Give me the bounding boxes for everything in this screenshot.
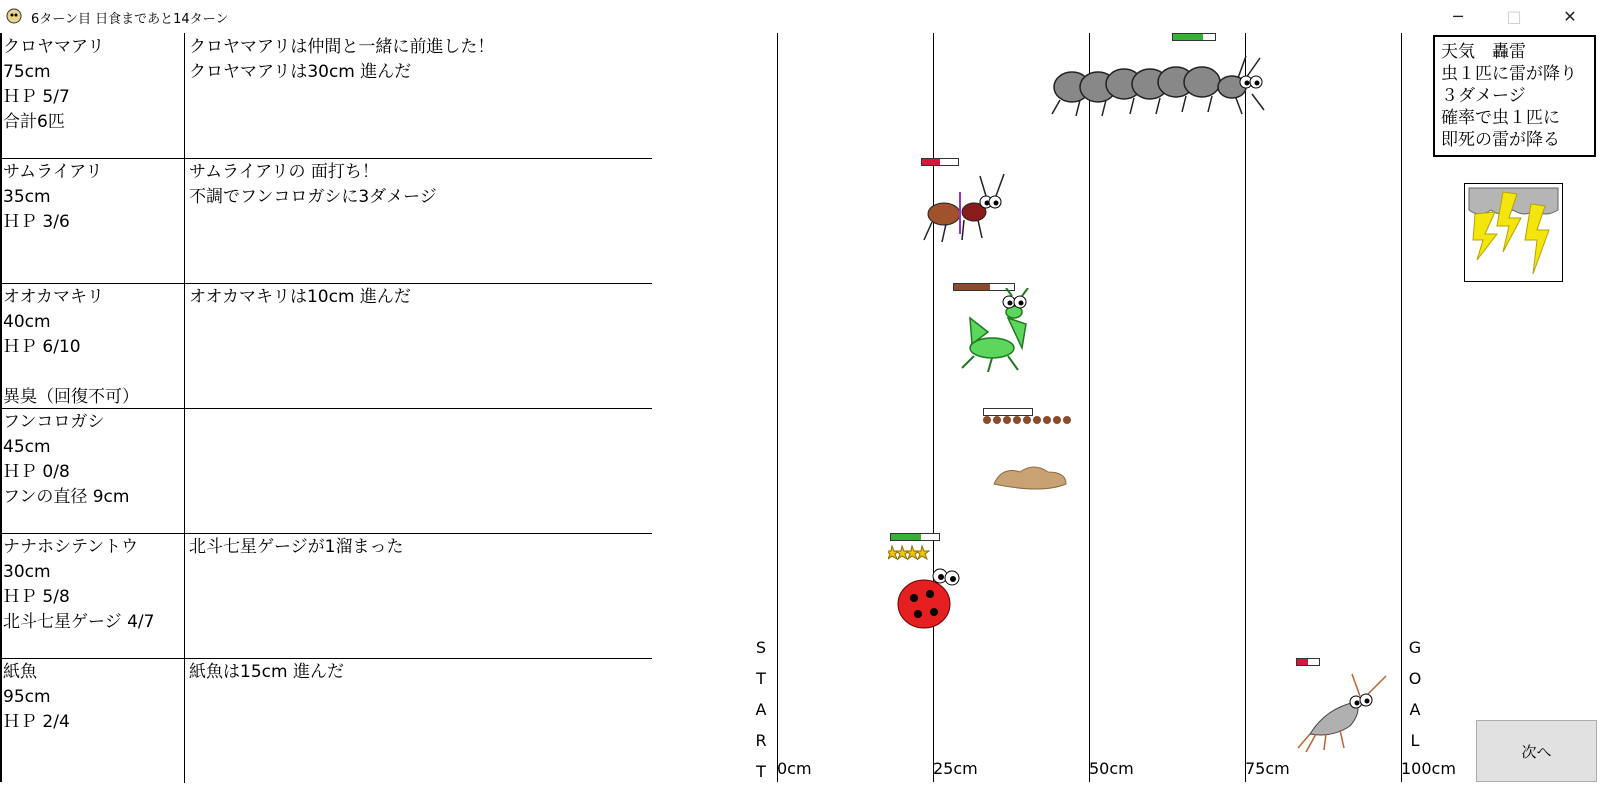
insect-name: フンコロガシ [3, 412, 105, 432]
insect-log [189, 535, 403, 560]
hp-bar-0 [1172, 33, 1216, 41]
insect-info [0, 33, 185, 158]
app-icon [6, 8, 22, 24]
start-letter: R [755, 731, 767, 750]
lane-line-50 [1089, 33, 1090, 782]
tick-label: 25cm [933, 759, 978, 778]
insect-info [0, 158, 185, 283]
insect-hp: ＨＰ 0/8 [3, 462, 70, 482]
insect-info [0, 408, 185, 533]
insect-name: 紙魚 [3, 662, 37, 682]
close-button[interactable]: ✕ [1563, 7, 1577, 26]
goal-letter: A [1409, 700, 1421, 719]
insect-name: オオカマキリ [3, 287, 104, 307]
insect-distance: 30cm [3, 562, 51, 582]
dung-beetle-icon [982, 414, 1074, 502]
tick-label: 75cm [1245, 759, 1290, 778]
spacer [3, 360, 184, 385]
next-button[interactable]: 次へ [1476, 720, 1597, 782]
title-bar [0, 0, 1602, 33]
insect-distance: 35cm [3, 187, 51, 207]
weather-desc: 確率で虫１匹に [1441, 108, 1560, 128]
weather-desc: 虫１匹に雷が降り [1441, 64, 1577, 84]
insect-extra: 北斗七星ゲージ 4/7 [3, 612, 155, 632]
start-letter: A [755, 700, 767, 719]
insect-row-1 [0, 158, 652, 284]
insect-extra: 合計6匹 [3, 112, 65, 132]
start-label [751, 632, 771, 787]
insect-info [0, 658, 185, 783]
weather-desc: ３ダメージ [1441, 86, 1526, 106]
insect-hp: ＨＰ 6/10 [3, 337, 81, 357]
tick-label: 0cm [777, 759, 812, 778]
weather-panel [1433, 35, 1596, 157]
insect-info [0, 533, 185, 658]
insect-hp: ＨＰ 5/8 [3, 587, 70, 607]
log-line: クロヤマアリは仲間と一緒に前進した！ [189, 37, 495, 57]
insect-distance: 95cm [3, 687, 51, 707]
insect-hp: ＨＰ 2/4 [3, 712, 70, 732]
insect-log [189, 35, 494, 85]
lane-line-75 [1245, 33, 1246, 782]
hp-fill [1297, 659, 1308, 665]
insect-row-2 [0, 283, 652, 409]
log-line: クロヤマアリは30cm 進んだ [189, 62, 412, 82]
goal-letter: L [1410, 731, 1420, 750]
goal-letter: O [1408, 669, 1422, 688]
insect-log [189, 160, 437, 210]
insect-log [189, 660, 344, 685]
log-line: オオカマキリは10cm 進んだ [189, 287, 411, 307]
log-line: 不調でフンコロガシに3ダメージ [189, 187, 437, 207]
insect-name: ナナホシテントウ [3, 537, 139, 557]
insect-hp: ＨＰ 3/6 [3, 212, 70, 232]
maximize-button[interactable]: □ [1506, 7, 1522, 26]
tick-label: 50cm [1089, 759, 1134, 778]
hp-bar-1 [921, 158, 959, 166]
start-letter: T [756, 669, 766, 688]
insect-name: クロヤマアリ [3, 37, 105, 57]
insect-row-3 [0, 408, 652, 534]
goal-letter: G [1408, 638, 1422, 657]
lane-line-25 [933, 33, 934, 782]
start-letter: S [755, 638, 767, 657]
window-title: 6ターン目 日食まであと14ターン [31, 12, 229, 27]
hp-bar-5 [1296, 658, 1320, 666]
start-letter: T [756, 762, 766, 781]
insect-hp: ＨＰ 5/7 [3, 87, 70, 107]
insect-row-0 [0, 33, 652, 159]
insect-row-5 [0, 658, 652, 783]
insect-status: 異臭（回復不可） [3, 387, 139, 407]
weather-title: 天気 轟雷 [1441, 42, 1526, 62]
ant-icon [1050, 42, 1272, 132]
mantis-icon [952, 288, 1048, 378]
insect-distance: 45cm [3, 437, 51, 457]
weather-desc: 即死の雷が降る [1441, 130, 1560, 150]
goal-label [1405, 632, 1425, 756]
lane-line-0 [777, 33, 778, 782]
silverfish-icon [1296, 668, 1388, 752]
insect-log [189, 285, 411, 310]
log-line: 紙魚は15cm 進んだ [189, 662, 344, 682]
hp-bar-4 [890, 533, 940, 541]
tick-label: 100cm [1401, 759, 1456, 778]
minimize-button[interactable]: ─ [1453, 7, 1463, 26]
storm-image [1464, 183, 1563, 282]
hp-fill [1173, 34, 1203, 40]
insect-name: サムライアリ [3, 162, 103, 182]
ladybug-icon [888, 542, 970, 632]
status-panel [0, 33, 652, 782]
lane-line-100 [1401, 33, 1402, 782]
storm-cloud-icon [1465, 184, 1562, 281]
log-line: サムライアリの 面打ち！ [189, 162, 379, 182]
log-line: 北斗七星ゲージが1溜まった [189, 537, 404, 557]
insect-distance: 40cm [3, 312, 51, 332]
hp-fill [922, 159, 940, 165]
insect-distance: 75cm [3, 62, 51, 82]
insect-info [0, 283, 185, 408]
insect-extra: フンの直径 9cm [3, 487, 130, 507]
samurai-ant-icon [922, 172, 1008, 246]
hp-fill [891, 534, 921, 540]
insect-row-4 [0, 533, 652, 659]
